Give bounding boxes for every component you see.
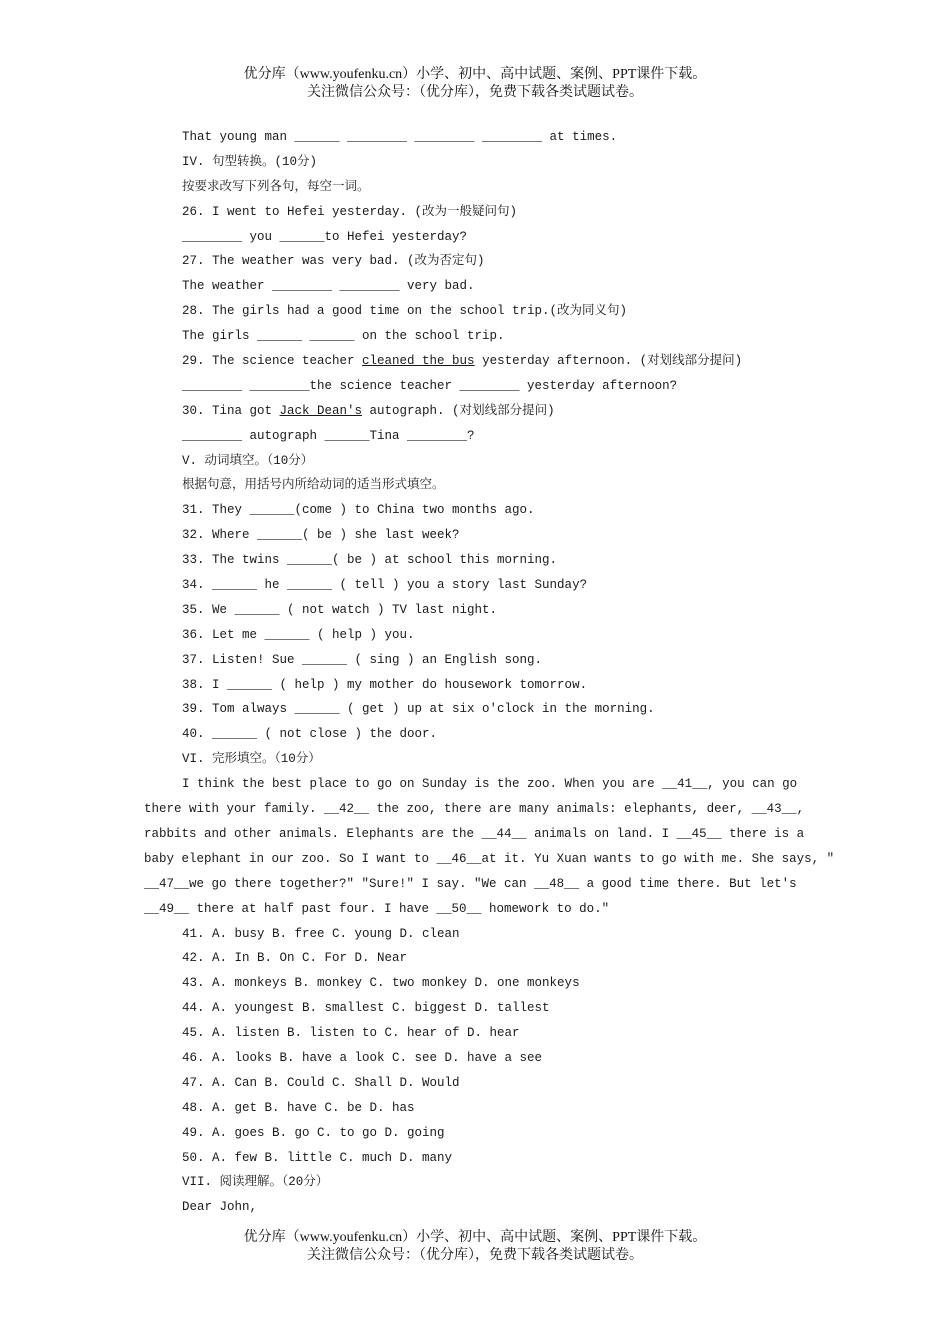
question-43: 43. A. monkeys B. monkey C. two monkey D. one monkeys (182, 976, 580, 991)
question-38: 38. I ______ ( help ) my mother do housework tomorrow. (182, 677, 588, 692)
question-26: 26. I went to Hefei yesterday. (改为一般疑问句) (182, 204, 518, 219)
question-47: 47. A. Can B. Could C. Shall D. Would (182, 1075, 460, 1090)
footer-line-1: 优分库（www.youfenku.cn）小学、初中、高中试题、案例、PPT课件下载。 (243, 1230, 707, 1245)
question-33: 33. The twins ______( be ) at school this morning. (182, 553, 558, 568)
section-title: V. 动词填空。（10分） (182, 453, 314, 468)
question-40: 40. ______ ( not close ) the door. (182, 727, 438, 742)
question-46: 46. A. looks B. have a look C. see D. have a see (182, 1050, 543, 1065)
answer-line-30: ________ autograph ______Tina ________? (182, 428, 475, 443)
footer-line-2: 关注微信公众号：（优分库），免费下载各类试题试卷。 (307, 1248, 643, 1263)
section-instruction: 根据句意，用括号内所给动词的适当形式填空。 (182, 478, 445, 493)
page-header (0, 66, 950, 102)
question-48: 48. A. get B. have C. be D. has (182, 1100, 415, 1115)
section-title: IV. 句型转换。(10分) (182, 154, 318, 169)
answer-line-26: ________ you ______to Hefei yesterday? (182, 229, 468, 244)
question-37: 37. Listen! Sue ______ ( sing ) an English song. (182, 652, 543, 667)
question-49: 49. A. goes B. go C. to go D. going (182, 1125, 445, 1140)
question-31: 31. They ______(come ) to China two months ago. (182, 503, 535, 518)
question-32: 32. Where ______( be ) she last week? (182, 528, 460, 543)
question-29-prefix: 29. The science teacher (182, 354, 363, 369)
question-30-prefix: 30. Tina got (182, 403, 280, 418)
question-28: 28. The girls had a good time on the school trip.(改为同义句) (182, 304, 628, 319)
cloze-passage-line: baby elephant in our zoo. So I want to __46__at it. Yu Xuan wants to go with me. She says, " (144, 851, 835, 866)
text-line: That young man ______ ________ ________ ________ at times. (182, 130, 618, 144)
question-39: 39. Tom always ______ ( get ) up at six o'clock in the morning. (182, 702, 655, 717)
question-29 (144, 349, 794, 374)
question-45: 45. A. listen B. listen to C. hear of D. hear (182, 1026, 520, 1041)
section-title: VI. 完形填空。（10分） (182, 752, 321, 767)
question-50: 50. A. few B. little C. much D. many (182, 1150, 453, 1165)
underlined-phrase: Jack Dean's (279, 403, 363, 418)
letter-salutation: Dear John, (182, 1200, 258, 1215)
question-35: 35. We ______ ( not watch ) TV last night. (182, 602, 498, 617)
header-line-2: 关注微信公众号：（优分库），免费下载各类试题试卷。 (307, 85, 643, 100)
answer-line-27: The weather ________ ________ very bad. (182, 279, 475, 294)
section-instruction: 按要求改写下列各句，每空一词。 (182, 179, 370, 194)
page-footer (0, 1229, 950, 1265)
question-30 (144, 399, 794, 424)
exam-content (144, 125, 835, 1220)
question-29-suffix: yesterday afternoon. (对划线部分提问) (474, 354, 743, 369)
underlined-phrase: cleaned the bus (362, 354, 475, 369)
answer-line-28: The girls ______ ______ on the school trip. (182, 329, 505, 344)
question-34: 34. ______ he ______ ( tell ) you a story last Sunday? (182, 578, 588, 593)
cloze-passage-line: rabbits and other animals. Elephants are the __44__ animals on land. I __45__ there is a (144, 826, 805, 841)
answer-line-29: ________ ________the science teacher ________ yesterday afternoon? (182, 378, 678, 393)
cloze-passage-line: __47__we go there together?" "Sure!" I say. "We can __48__ a good time there. But let's (144, 876, 797, 891)
question-41: 41. A. busy B. free C. young D. clean (182, 926, 460, 941)
question-30-suffix: autograph. (对划线部分提问) (362, 403, 555, 418)
question-36: 36. Let me ______ ( help ) you. (182, 627, 415, 642)
question-42: 42. A. In B. On C. For D. Near (182, 951, 408, 966)
cloze-passage-line: I think the best place to go on Sunday is the zoo. When you are __41__, you can go (182, 777, 798, 792)
question-27: 27. The weather was very bad. (改为否定句) (182, 254, 485, 269)
section-title: VII. 阅读理解。（20分） (182, 1175, 329, 1190)
header-line-1: 优分库（www.youfenku.cn）小学、初中、高中试题、案例、PPT课件下载。 (243, 67, 707, 82)
question-44: 44. A. youngest B. smallest C. biggest D. tallest (182, 1001, 550, 1016)
cloze-passage-line: there with your family. __42__ the zoo, there are many animals: elephants, deer, __43__, (144, 802, 805, 817)
cloze-passage-line: __49__ there at half past four. I have __50__ homework to do." (144, 901, 610, 916)
